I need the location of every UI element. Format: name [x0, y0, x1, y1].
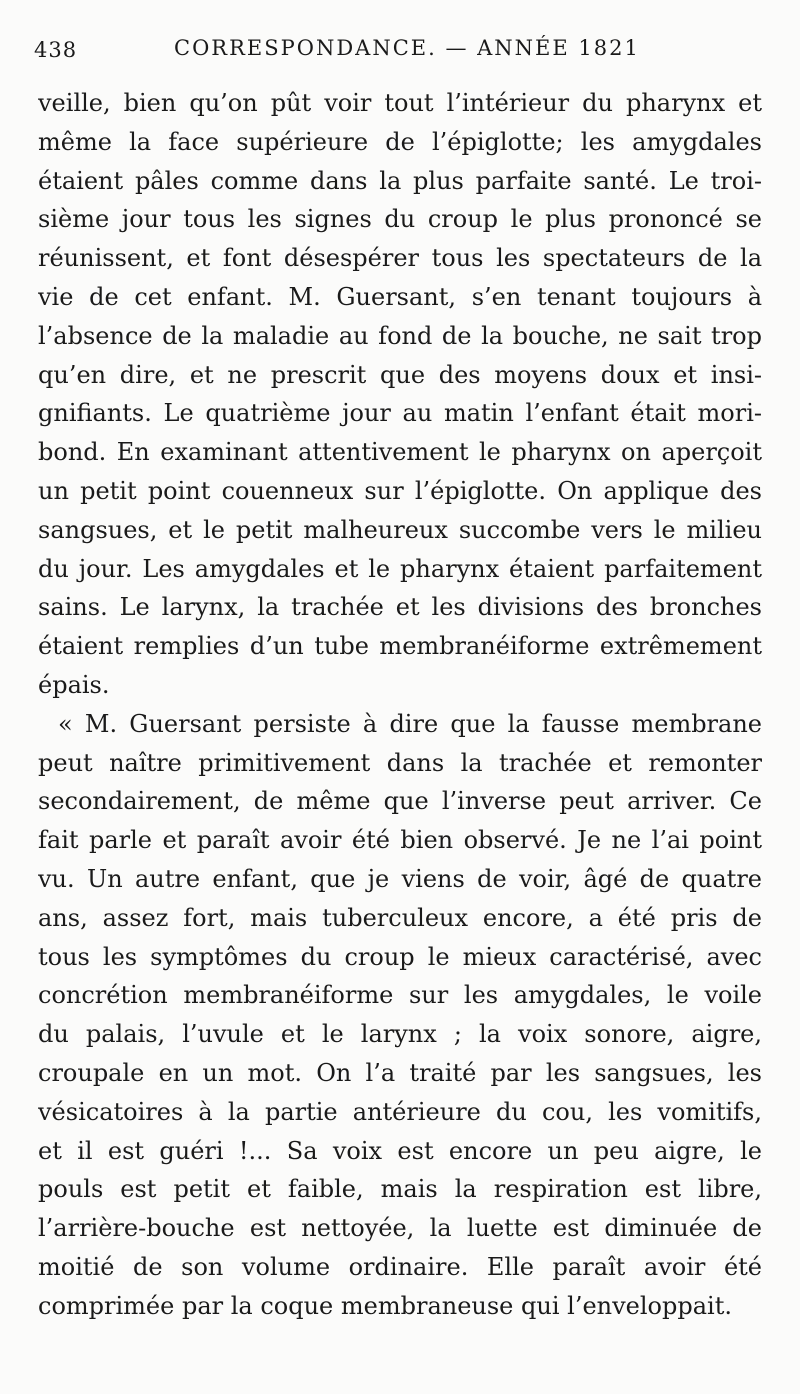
text-line: vie de cet enfant. M. Guersant, s’en tenant toujours à — [38, 282, 762, 311]
text-line: veille, bien qu’on pût voir tout l’intérieur du pharynx et — [38, 89, 762, 117]
text-line: et il est guéri !... Sa voix est encore un peu aigre, le — [38, 1136, 762, 1165]
text-line: du palais, l’uvule et le larynx ; la voix sonore, aigre, — [38, 1020, 762, 1049]
page-number: 438 — [34, 38, 78, 62]
text-line: l’arrière-bouche est nettoyée, la luette est diminuée de — [38, 1214, 762, 1243]
text-line: même la face supérieure de l’épiglotte; les amygdales — [38, 127, 762, 156]
text-line: qu’en dire, et ne prescrit que des moyens doux et insi- — [38, 360, 762, 389]
text-line: du jour. Les amygdales et le pharynx étaient parfaitement — [38, 554, 762, 583]
text-line: réunissent, et font désespérer tous les spectateurs de la — [38, 244, 762, 273]
body-text — [38, 84, 762, 1326]
text-line: étaient remplies d’un tube membranéiforme extrêmement — [38, 632, 762, 661]
text-line: tous les symptômes du croup le mieux caractérisé, avec — [38, 942, 762, 971]
text-line: peut naître primitivement dans la trachée et remonter — [38, 748, 762, 777]
text-line: fait parle et paraît avoir été bien observé. Je ne l’ai point — [38, 826, 762, 855]
paragraph — [38, 84, 762, 705]
text-line: vésicatoires à la partie antérieure du cou, les vomitifs, — [38, 1097, 762, 1126]
text-line: « M. Guersant persiste à dire que la fausse membrane — [58, 709, 762, 738]
text-line: sangsues, et le petit malheureux succombe vers le milieu — [38, 515, 762, 544]
text-line: gnifiants. Le quatrième jour au matin l’enfant était mori- — [38, 399, 762, 428]
text-line: ans, assez fort, mais tuberculeux encore, a été pris de — [38, 903, 762, 932]
text-line: vu. Un autre enfant, que je viens de voir, âgé de quatre — [38, 864, 762, 893]
running-head — [34, 30, 760, 66]
text-line: croupale en un mot. On l’a traité par les sangsues, les — [38, 1058, 762, 1087]
text-line: secondairement, de même que l’inverse peut arriver. Ce — [38, 787, 762, 816]
text-line: bond. En examinant attentivement le pharynx on aperçoit — [38, 438, 762, 467]
text-line: comprimée par la coque membraneuse qui l’enveloppait. — [38, 1291, 732, 1320]
text-line: moitié de son volume ordinaire. Elle paraît avoir été — [38, 1252, 762, 1281]
text-line: un petit point couenneux sur l’épiglotte. On applique des — [38, 476, 762, 505]
paragraph — [38, 705, 762, 1326]
text-line: pouls est petit et faible, mais la respiration est libre, — [38, 1175, 762, 1204]
text-line: concrétion membranéiforme sur les amygdales, le voile — [38, 981, 762, 1010]
text-line: étaient pâles comme dans la plus parfaite santé. Le troi- — [38, 166, 762, 195]
running-title: CORRESPONDANCE. — ANNÉE 1821 — [174, 36, 640, 60]
text-line: sième jour tous les signes du croup le plus prononcé se — [38, 205, 762, 234]
text-line: l’absence de la maladie au fond de la bouche, ne sait trop — [38, 321, 762, 350]
text-line: épais. — [38, 670, 110, 699]
text-line: sains. Le larynx, la trachée et les divisions des bronches — [38, 593, 762, 622]
